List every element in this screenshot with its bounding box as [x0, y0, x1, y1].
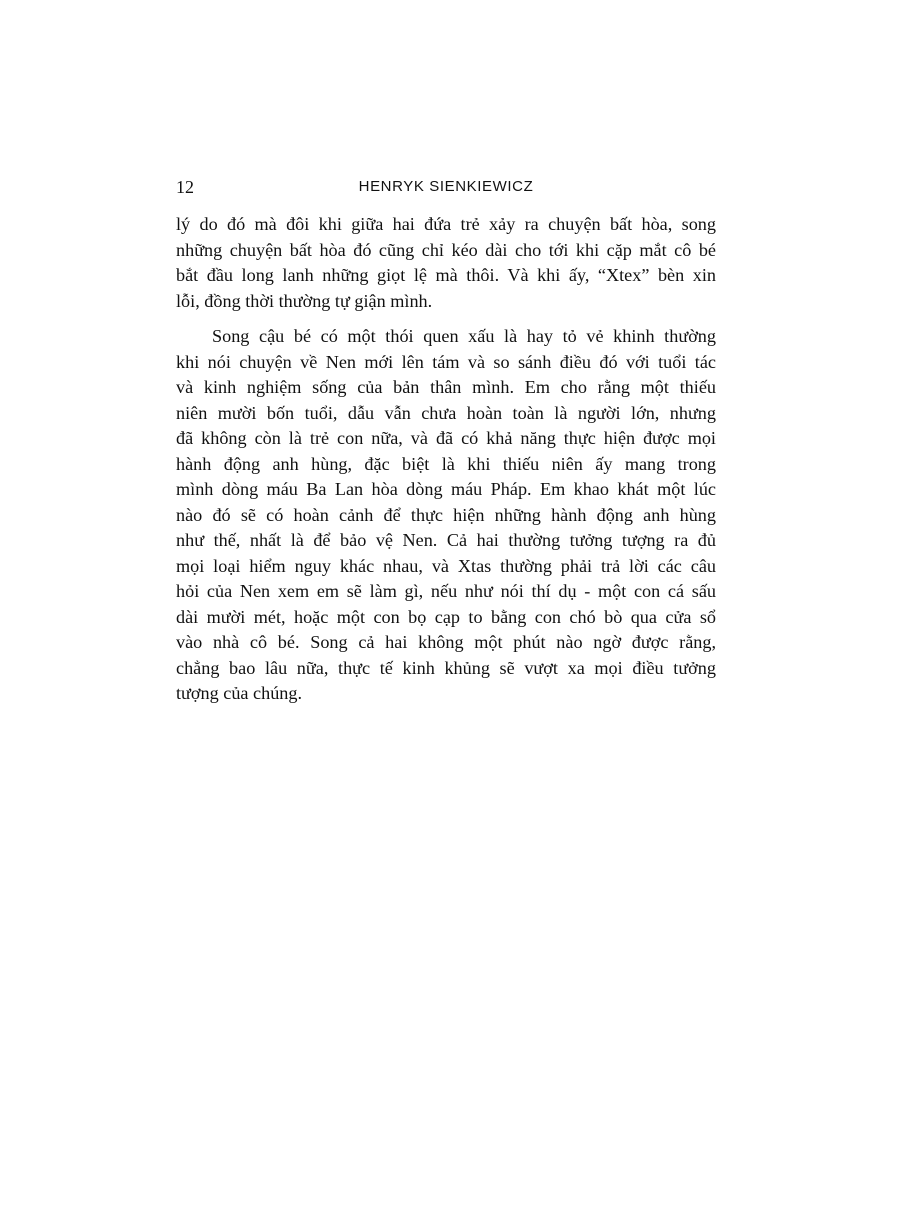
text-line: mình dòng máu Ba Lan hòa dòng máu Pháp. Em khao khát một lúc: [176, 479, 716, 499]
paragraph: [176, 212, 716, 314]
text-line: hỏi của Nen xem em sẽ làm gì, nếu như nói thí dụ - một con cá sấu: [176, 581, 716, 601]
text-line: lỗi, đồng thời thường tự giận mình.: [176, 290, 433, 311]
running-header-author: HENRYK SIENKIEWICZ: [358, 178, 534, 195]
text-line: chẳng bao lâu nữa, thực tế kinh khủng sẽ vượt xa mọi điều tưởng: [176, 657, 716, 678]
text-line: niên mười bốn tuổi, dẫu vẫn chưa hoàn toàn là người lớn, nhưng: [176, 402, 716, 423]
body-text: [176, 212, 716, 707]
text-line: bắt đầu long lanh những giọt lệ mà thôi. Và khi ấy, “Xtex” bèn xin: [176, 265, 716, 285]
text-line: nào đó sẽ có hoàn cảnh để thực hiện những hành động anh hùng: [176, 504, 716, 525]
text-line: vào nhà cô bé. Song cả hai không một phút nào ngờ được rằng,: [176, 632, 716, 652]
text-line: Song cậu bé có một thói quen xấu là hay tỏ vẻ khinh thường: [212, 326, 716, 346]
text-line: như thế, nhất là để bảo vệ Nen. Cả hai thường tưởng tượng ra đủ: [176, 530, 716, 550]
text-line: lý do đó mà đôi khi giữa hai đứa trẻ xảy ra chuyện bất hòa, song: [176, 214, 716, 234]
text-line: dài mười mét, hoặc một con bọ cạp to bằng con chó bò qua cửa sổ: [176, 606, 716, 627]
text-line: những chuyện bất hòa đó cũng chỉ kéo dài cho tới khi cặp mắt cô bé: [176, 239, 716, 260]
text-line: mọi loại hiểm nguy khác nhau, và Xtas thường phải trả lời các câu: [176, 555, 716, 576]
page-number: 12: [176, 177, 194, 197]
paragraph-gap: [176, 314, 716, 324]
text-line: đã không còn là trẻ con nữa, và đã có khả năng thực hiện được mọi: [176, 428, 716, 448]
text-line: hành động anh hùng, đặc biệt là khi thiếu niên ấy mang trong: [176, 453, 716, 474]
text-line: và kinh nghiệm sống của bản thân mình. Em cho rằng một thiếu: [176, 377, 716, 397]
paragraph: [176, 324, 716, 707]
text-line: tượng của chúng.: [176, 683, 303, 703]
text-line: khi nói chuyện về Nen mới lên tám và so sánh điều đó với tuổi tác: [176, 351, 716, 372]
running-header: [176, 176, 716, 198]
